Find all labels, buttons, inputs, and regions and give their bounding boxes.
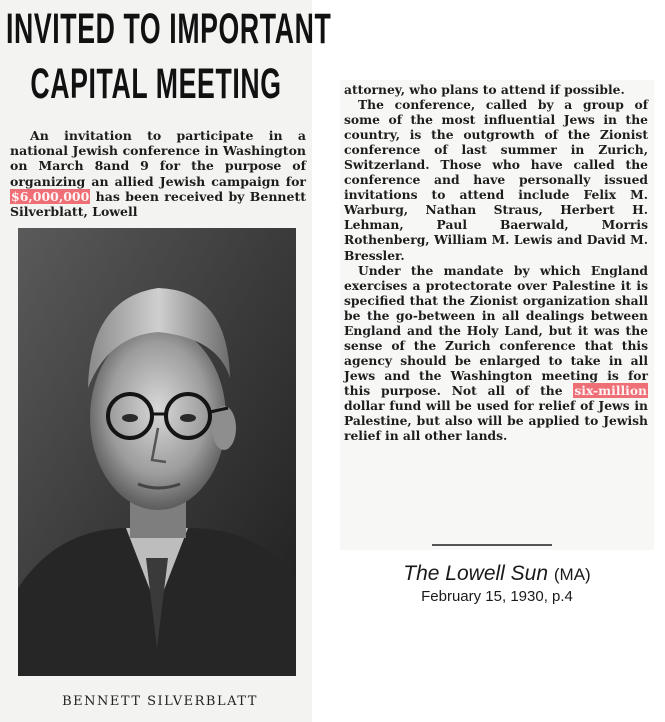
headline-line-1: INVITED TO IMPORTANT bbox=[5, 5, 332, 53]
end-rule bbox=[432, 544, 552, 546]
column-paragraph-3 bbox=[344, 263, 648, 444]
highlight-amount: $6,000,000 bbox=[11, 188, 90, 204]
column-paragraph-1: attorney, who plans to attend if possible. bbox=[344, 82, 625, 97]
publication-date: February 15, 1930, p.4 bbox=[421, 588, 573, 605]
headline-line-2: CAPITAL MEETING bbox=[30, 60, 282, 108]
publication-state: (MA) bbox=[553, 565, 591, 584]
column-paragraph-2: The conference, called by a group of some of the most influential Jews in the country, is the outgrowth of the Zionist conference of last summer in Zurich, Switzerland. Those who have called the conference and have personally issued invitations to attend include Felix M. Warburg, Nathan Straus, Herbert H. Lehman, Paul Baerwald, Morris Rothenberg, William M. Lewis and David M. Bressler. bbox=[344, 97, 648, 263]
portrait-illustration bbox=[18, 228, 296, 676]
headline bbox=[5, 2, 332, 112]
lead-text-after: has been received by Bennett Silverblatt, Lowell bbox=[10, 188, 306, 220]
column-text-before: Under the mandate by which England exercises a protectorate over Palestine it is specified that the Zionist organization shall be the go-between in all dealings between England and the Holy Land, but it was the sense of the Zurich conference that this agency should be enlarged to take in all Jews and the Washington meeting is for this purpose. Not all of the bbox=[344, 262, 648, 398]
photo-caption: BENNETT SILVERBLATT bbox=[62, 694, 258, 709]
column-text-after: dollar fund will be used for relief of Jews in Palestine, but also will be applied to Jewish relief in all other lands. bbox=[344, 397, 648, 444]
lead-paragraph bbox=[10, 128, 306, 219]
portrait-photo bbox=[18, 228, 296, 676]
publication-name: The Lowell Sun bbox=[403, 562, 549, 585]
lead-text-before: An invitation to participate in a national Jewish conference in Washington on March 8and 9 for the purpose of organizing an allied Jewish campaign for bbox=[10, 128, 306, 189]
article-column bbox=[344, 82, 648, 443]
source-citation bbox=[340, 562, 654, 605]
highlight-six-million: six-million bbox=[574, 382, 647, 398]
